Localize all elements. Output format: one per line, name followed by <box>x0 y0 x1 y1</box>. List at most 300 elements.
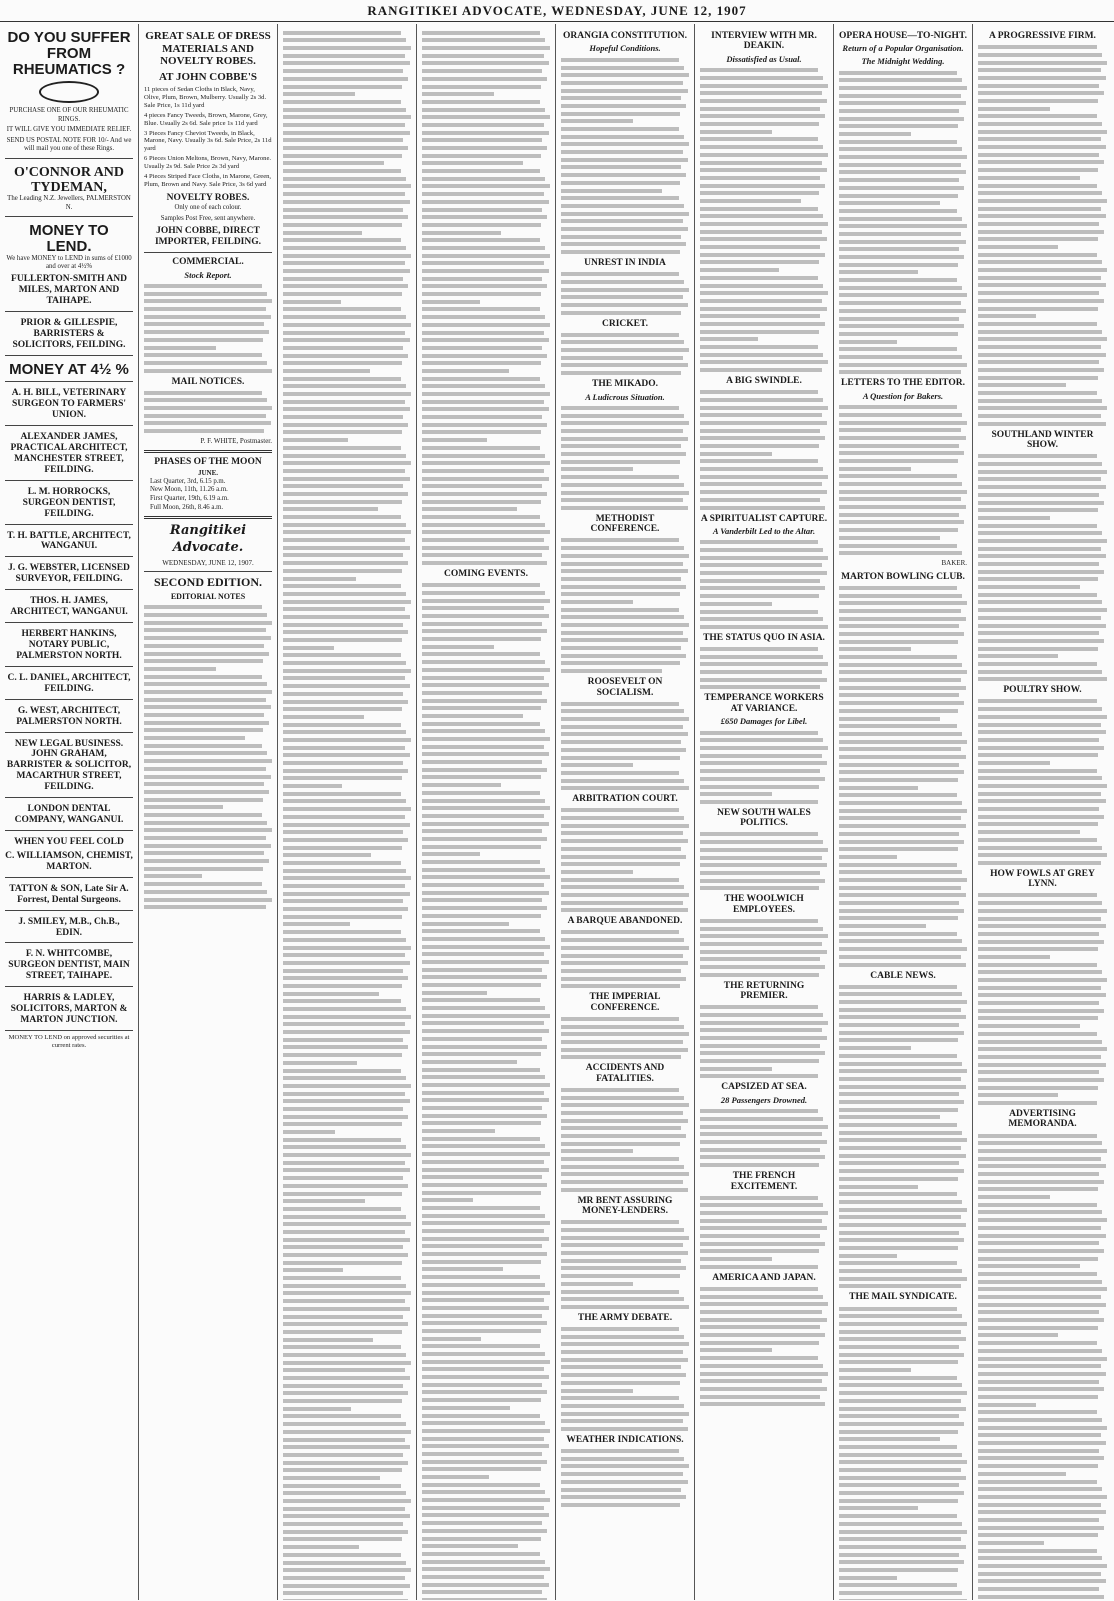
text-line <box>283 515 401 519</box>
text-line <box>422 1590 542 1594</box>
text-line <box>422 1513 549 1517</box>
body <box>700 1109 828 1167</box>
text-line <box>283 154 402 158</box>
text-line <box>978 1510 1106 1514</box>
text-line <box>839 1522 962 1526</box>
body <box>561 808 689 912</box>
text-line <box>839 124 958 128</box>
text-line <box>700 1257 772 1261</box>
text-line <box>839 1568 958 1572</box>
text-line <box>422 1344 540 1348</box>
text-line <box>422 868 545 872</box>
body <box>839 586 967 967</box>
text-line <box>283 846 402 850</box>
text-line <box>978 61 1107 65</box>
text-line <box>561 779 684 783</box>
text-line <box>700 800 818 804</box>
text-line <box>839 1138 967 1142</box>
advertising: ADVERTISING MEMORANDA. <box>1008 1109 1077 1130</box>
body <box>978 699 1107 864</box>
text-line <box>839 1560 964 1564</box>
text-line <box>839 370 961 374</box>
text-line <box>283 484 403 488</box>
text-line <box>561 554 689 558</box>
masthead: RANGITIKEI ADVOCATE, WEDNESDAY, JUNE 12, 1907 <box>0 0 1114 22</box>
body <box>700 390 828 509</box>
body <box>839 985 967 1289</box>
spiritualist: A SPIRITUALIST CAPTURE. <box>700 513 828 524</box>
text-line <box>422 223 541 227</box>
text-line <box>422 1475 489 1479</box>
text-line <box>283 1568 411 1572</box>
text-line <box>839 801 962 805</box>
text-line <box>839 809 967 813</box>
text-line <box>283 1545 359 1549</box>
text-line <box>422 184 550 188</box>
text-line <box>283 953 405 957</box>
text-line <box>839 1100 964 1104</box>
text-line <box>283 899 403 903</box>
text-line <box>839 1046 911 1050</box>
dental: LONDON DENTAL COMPANY, WANGANUI. <box>14 804 124 826</box>
libel: £650 Damages for Libel. <box>720 716 808 727</box>
text-line <box>700 563 822 567</box>
text-line <box>561 89 688 93</box>
postmaster: P. F. WHITE, Postmaster. <box>200 436 272 445</box>
text-line <box>422 561 547 565</box>
text-line <box>839 1337 966 1341</box>
text-line <box>839 551 962 555</box>
text-line <box>283 1153 411 1157</box>
williamson: C. WILLIAMSON, CHEMIST, MARTON. <box>5 850 133 872</box>
text-line <box>283 346 403 350</box>
text-line <box>422 614 549 618</box>
text-line <box>978 654 1058 658</box>
text-line <box>839 1491 964 1495</box>
text-line <box>283 1514 410 1518</box>
body <box>561 930 689 988</box>
text-line <box>839 916 958 920</box>
text-line <box>422 1406 510 1410</box>
text-line <box>561 638 688 642</box>
text-line <box>561 1119 688 1123</box>
text-line <box>561 112 680 116</box>
text-line <box>978 940 1104 944</box>
text-line <box>144 690 272 694</box>
text-line <box>839 870 962 874</box>
text-line <box>144 805 223 809</box>
column-1 <box>0 24 139 1600</box>
text-line <box>283 1230 405 1234</box>
text-line <box>839 544 957 548</box>
text-line <box>978 608 1107 612</box>
text-line <box>144 292 267 296</box>
baker-sign: BAKER. <box>941 558 967 567</box>
text-line <box>283 707 402 711</box>
text-line <box>283 1122 402 1126</box>
text-line <box>978 485 1106 489</box>
text-line <box>561 862 680 866</box>
text-line <box>700 746 828 750</box>
text-line <box>839 663 962 667</box>
text-line <box>978 422 1106 426</box>
text-line <box>561 585 686 589</box>
text-line <box>700 1348 772 1352</box>
text-line <box>283 338 410 342</box>
text-line <box>839 186 964 190</box>
text-line <box>700 1211 828 1215</box>
text-line <box>561 808 679 812</box>
text-line <box>561 1017 679 1021</box>
text-line <box>283 1076 406 1080</box>
text-line <box>978 799 1106 803</box>
text-line <box>144 759 272 763</box>
text-line <box>839 617 966 621</box>
text-line <box>283 692 403 696</box>
text-line <box>978 207 1101 211</box>
text-line <box>422 1483 540 1487</box>
text-line <box>978 715 1107 719</box>
text-line <box>839 816 961 820</box>
text-line <box>561 1228 684 1232</box>
text-line <box>839 601 967 605</box>
text-line <box>144 414 266 418</box>
text-line <box>561 1419 683 1423</box>
text-line <box>422 1214 545 1218</box>
text-line <box>839 1576 897 1580</box>
text-line <box>978 1195 1050 1199</box>
text-line <box>144 682 267 686</box>
text-line <box>422 668 550 672</box>
text-line <box>422 676 544 680</box>
text-line <box>839 1246 958 1250</box>
text-line <box>978 746 1104 750</box>
mail-body <box>144 391 272 433</box>
cricket: CRICKET. <box>601 318 648 329</box>
text-line <box>283 1430 411 1434</box>
text-line <box>839 1499 958 1503</box>
text-line <box>283 623 403 627</box>
text-line <box>978 501 1104 505</box>
text-line <box>283 1499 411 1503</box>
text-line <box>283 915 402 919</box>
text-line <box>700 1005 818 1009</box>
text-line <box>839 347 957 351</box>
text-line <box>283 1322 408 1326</box>
text-line <box>422 1490 545 1494</box>
text-line <box>144 421 271 425</box>
text-line <box>422 983 541 987</box>
text-line <box>839 985 957 989</box>
cobbe-footer: JOHN COBBE, DIRECT IMPORTER, FEILDING. <box>154 226 262 248</box>
text-line <box>561 546 684 550</box>
text-line <box>839 1537 961 1541</box>
text-line <box>839 594 962 598</box>
text-line <box>422 998 540 1002</box>
text-line <box>700 1028 822 1032</box>
text-line <box>283 869 406 873</box>
text-line <box>561 173 686 177</box>
text-line <box>422 622 542 626</box>
text-line <box>422 407 549 411</box>
text-line <box>978 1541 1044 1545</box>
text-line <box>422 515 540 519</box>
text-line <box>978 230 1104 234</box>
text-line <box>978 1418 1102 1422</box>
text-line <box>561 1335 684 1339</box>
body <box>700 731 828 804</box>
text-line <box>422 1160 544 1164</box>
text-line <box>700 1036 827 1040</box>
sale-item: 4 pieces Fancy Tweeds, Brown, Marone, Grey, Blue. Usually 2s 6d. Sale price 1s 11d yard <box>144 111 268 127</box>
text-line <box>839 270 918 274</box>
text-line <box>422 1544 518 1548</box>
text-line <box>144 859 269 863</box>
phases-month: JUNE. <box>197 469 219 478</box>
text-line <box>839 763 959 767</box>
text-line <box>422 991 487 995</box>
text-line <box>144 613 267 617</box>
text-line <box>700 406 828 410</box>
text-line <box>422 1168 549 1172</box>
text-line <box>978 738 1099 742</box>
text-line <box>422 1083 550 1087</box>
text-line <box>839 224 967 228</box>
text-line <box>839 740 967 744</box>
text-line <box>561 142 689 146</box>
body <box>839 405 967 555</box>
text-line <box>839 109 959 113</box>
text-line <box>561 824 689 828</box>
text-line <box>839 1468 961 1472</box>
ad-alexander <box>5 429 133 481</box>
text-line <box>422 208 542 212</box>
barque: A BARQUE ABANDONED. <box>567 916 683 927</box>
text-line <box>561 452 686 456</box>
text-line <box>422 200 549 204</box>
text-line <box>839 428 961 432</box>
text-line <box>422 338 549 342</box>
text-line <box>700 429 820 433</box>
progressive: A PROGRESSIVE FIRM. <box>989 31 1096 41</box>
text-line <box>561 1274 680 1278</box>
text-line <box>422 768 547 772</box>
ad-hankins <box>5 626 133 667</box>
text-line <box>978 815 1104 819</box>
text-line <box>839 886 961 890</box>
text-line <box>283 753 410 757</box>
text-line <box>839 1269 962 1273</box>
text-line <box>839 286 962 290</box>
rheumatics-relief: IT WILL GIVE YOU IMMEDIATE RELIEF. <box>6 125 132 133</box>
text-line <box>978 986 1101 990</box>
text-line <box>978 1055 1101 1059</box>
text-line <box>839 1038 958 1042</box>
text-line <box>700 1013 823 1017</box>
text-line <box>144 836 266 840</box>
text-line <box>978 45 1097 49</box>
text-line <box>978 1287 1107 1291</box>
text-line <box>422 269 549 273</box>
text-line <box>839 520 964 524</box>
text-line <box>561 66 684 70</box>
text-line <box>283 892 410 896</box>
text-line <box>422 231 501 235</box>
feel-cold: WHEN YOU FEEL COLD <box>14 837 124 847</box>
text-line <box>839 147 962 151</box>
text-line <box>283 423 408 427</box>
text-line <box>422 123 544 127</box>
text-line <box>561 181 680 185</box>
text-line <box>700 777 825 781</box>
text-line <box>978 1526 1104 1530</box>
graham: NEW LEGAL BUSINESS. JOHN GRAHAM, BARRISTER & SOLICITOR, MACARTHUR STREET, FEILDING. <box>6 738 132 793</box>
text-line <box>700 655 823 659</box>
text-line <box>283 676 405 680</box>
text-line <box>839 1238 964 1242</box>
text-line <box>700 840 823 844</box>
text-line <box>283 307 401 311</box>
text-line <box>839 1530 967 1534</box>
text-line <box>422 454 545 458</box>
text-line <box>283 1168 410 1172</box>
text-line <box>561 104 686 108</box>
moon-line: Last Quarter, 3rd, 6.15 p.m. <box>150 477 226 485</box>
text-line <box>978 524 1097 528</box>
text-line <box>839 701 964 705</box>
text-line <box>283 1038 403 1042</box>
text-line <box>978 761 1050 765</box>
text-line <box>561 1088 679 1092</box>
text-line <box>839 624 959 628</box>
text-line <box>978 68 1101 72</box>
text-line <box>283 907 408 911</box>
text-line <box>283 138 403 142</box>
text-line <box>283 561 408 565</box>
text-line <box>144 391 262 395</box>
text-line <box>422 591 545 595</box>
text-line <box>839 1261 957 1265</box>
text-line <box>283 615 410 619</box>
text-line <box>700 360 828 364</box>
text-line <box>561 1165 684 1169</box>
text-line <box>839 1399 961 1403</box>
text-line <box>839 451 964 455</box>
text-line <box>839 655 957 659</box>
text-line <box>839 1360 958 1364</box>
text-line <box>700 1379 822 1383</box>
text-line <box>700 548 823 552</box>
text-line <box>700 1402 825 1406</box>
body <box>700 1287 828 1406</box>
text-line <box>978 838 1097 842</box>
text-line <box>700 168 827 172</box>
text-line <box>700 1067 772 1071</box>
text-line <box>561 1266 686 1270</box>
text-line <box>839 1307 957 1311</box>
text-line <box>839 1368 911 1372</box>
text-line <box>422 277 542 281</box>
temperance: TEMPERANCE WORKERS AT VARIANCE. <box>704 693 824 714</box>
text-line <box>422 192 544 196</box>
text-line <box>839 1000 967 1004</box>
text-line <box>839 1483 959 1487</box>
text-line <box>978 1172 1099 1176</box>
text-line <box>422 1421 545 1425</box>
text-line <box>978 1157 1101 1161</box>
stock-body <box>144 284 272 373</box>
text-line <box>283 400 405 404</box>
text-line <box>422 1352 545 1356</box>
text-line <box>561 242 686 246</box>
text-line <box>561 1488 681 1492</box>
text-line <box>561 295 683 299</box>
text-line <box>283 507 378 511</box>
text-line <box>839 1161 959 1165</box>
text-line <box>700 214 823 218</box>
ad-webster <box>5 560 133 590</box>
text-line <box>978 1372 1106 1376</box>
text-line <box>700 1021 828 1025</box>
text-line <box>283 1030 410 1034</box>
column-6 <box>695 24 834 1600</box>
text-line <box>561 878 679 882</box>
text-line <box>561 1032 689 1036</box>
text-line <box>561 631 683 635</box>
text-line <box>561 562 683 566</box>
text-line <box>422 883 544 887</box>
text-line <box>700 950 827 954</box>
text-line <box>422 1390 547 1394</box>
text-line <box>978 260 1102 264</box>
text-line <box>144 675 262 679</box>
text-line <box>700 617 823 621</box>
text-line <box>978 1564 1107 1568</box>
text-line <box>700 452 772 456</box>
text-line <box>978 299 1104 303</box>
text-line <box>422 108 545 112</box>
text-line <box>283 1530 408 1534</box>
text-line <box>839 1208 967 1212</box>
text-line <box>839 770 964 774</box>
text-line <box>283 123 405 127</box>
text-line <box>283 1438 405 1442</box>
text-line <box>839 513 959 517</box>
text-line <box>839 1054 957 1058</box>
text-line <box>978 168 1098 172</box>
text-line <box>422 1383 542 1387</box>
text-line <box>422 1114 547 1118</box>
text-line <box>839 355 962 359</box>
text-line <box>422 300 480 304</box>
text-line <box>283 823 410 827</box>
text-line <box>700 957 820 961</box>
text-line <box>561 669 662 673</box>
text-line <box>839 459 958 463</box>
text-line <box>283 884 405 888</box>
text-line <box>283 730 406 734</box>
text-line <box>283 792 401 796</box>
text-line <box>144 798 263 802</box>
text-line <box>422 423 547 427</box>
text-line <box>839 263 958 267</box>
text-line <box>700 322 825 326</box>
text-line <box>978 322 1097 326</box>
text-line <box>700 832 818 836</box>
text-line <box>700 1051 825 1055</box>
text-line <box>561 311 681 315</box>
alexander: ALEXANDER JAMES, PRACTICAL ARCHITECT, MANCHESTER STREET, FEILDING. <box>10 432 128 475</box>
